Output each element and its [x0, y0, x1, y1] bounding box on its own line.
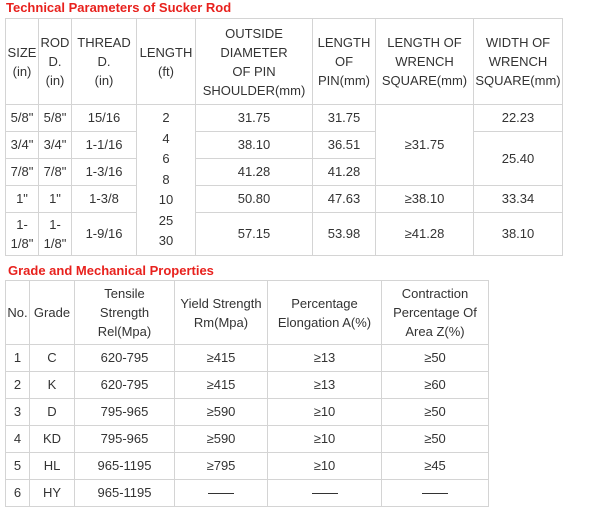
section-title-sucker-rod: Technical Parameters of Sucker Rod [6, 0, 232, 15]
dash-mark [208, 493, 234, 494]
cell-elongation-empty [268, 480, 382, 507]
header-wrench-length: LENGTH OF WRENCH SQUARE(mm) [376, 19, 474, 105]
cell-contraction: ≥45 [382, 453, 489, 480]
cell-rod: 7/8" [39, 159, 72, 186]
cell-rod: 3/4" [39, 132, 72, 159]
dash-mark [312, 493, 338, 494]
cell-wrench-width: 25.40 [474, 132, 563, 186]
cell-outside: 38.10 [196, 132, 313, 159]
cell-grade: KD [30, 426, 75, 453]
header-outside-diameter: OUTSIDE DIAMETER OF PIN SHOULDER(mm) [196, 19, 313, 105]
cell-size: 3/4" [6, 132, 39, 159]
cell-thread: 1-1/16 [72, 132, 137, 159]
table-row [6, 105, 563, 132]
cell-pin: 47.63 [313, 186, 376, 213]
cell-size: 7/8" [6, 159, 39, 186]
cell-contraction-empty [382, 480, 489, 507]
table-row [6, 186, 563, 213]
cell-elongation: ≥13 [268, 372, 382, 399]
cell-lengths: 2 4 6 8 10 25 30 [137, 105, 196, 256]
cell-contraction: ≥50 [382, 345, 489, 372]
table-header-row [6, 281, 489, 345]
cell-rod: 1" [39, 186, 72, 213]
cell-yield-empty [175, 480, 268, 507]
table-row [6, 426, 489, 453]
cell-no: 1 [6, 345, 30, 372]
cell-wrench-length: ≥38.10 [376, 186, 474, 213]
cell-contraction: ≥50 [382, 399, 489, 426]
cell-grade: C [30, 345, 75, 372]
cell-tensile: 620-795 [75, 372, 175, 399]
header-length: LENGTH (ft) [137, 19, 196, 105]
table-row [6, 213, 563, 256]
cell-pin: 36.51 [313, 132, 376, 159]
table-row [6, 132, 563, 159]
cell-no: 3 [6, 399, 30, 426]
cell-no: 5 [6, 453, 30, 480]
cell-no: 4 [6, 426, 30, 453]
cell-wrench-width: 38.10 [474, 213, 563, 256]
cell-tensile: 620-795 [75, 345, 175, 372]
header-elongation: Percentage Elongation A(%) [268, 281, 382, 345]
cell-pin: 53.98 [313, 213, 376, 256]
cell-wrench-width: 22.23 [474, 105, 563, 132]
cell-yield: ≥590 [175, 399, 268, 426]
header-rod-diameter: ROD D. (in) [39, 19, 72, 105]
cell-grade: HY [30, 480, 75, 507]
cell-grade: D [30, 399, 75, 426]
cell-wrench-length: ≥41.28 [376, 213, 474, 256]
cell-outside: 50.80 [196, 186, 313, 213]
section-title-grade: Grade and Mechanical Properties [8, 263, 214, 278]
cell-pin: 31.75 [313, 105, 376, 132]
header-thread-diameter: THREAD D. (in) [72, 19, 137, 105]
cell-rod: 1- 1/8" [39, 213, 72, 256]
cell-tensile: 965-1195 [75, 453, 175, 480]
cell-size: 1- 1/8" [6, 213, 39, 256]
cell-tensile: 795-965 [75, 426, 175, 453]
table-row [6, 453, 489, 480]
header-tensile: Tensile Strength Rel(Mpa) [75, 281, 175, 345]
table-row [6, 399, 489, 426]
cell-thread: 15/16 [72, 105, 137, 132]
cell-contraction: ≥50 [382, 426, 489, 453]
cell-grade: HL [30, 453, 75, 480]
header-yield: Yield Strength Rm(Mpa) [175, 281, 268, 345]
cell-yield: ≥415 [175, 345, 268, 372]
cell-yield: ≥795 [175, 453, 268, 480]
cell-wrench-length: ≥31.75 [376, 105, 474, 186]
cell-outside: 57.15 [196, 213, 313, 256]
cell-tensile: 965-1195 [75, 480, 175, 507]
table-header-row [6, 19, 563, 105]
header-size: SIZE (in) [6, 19, 39, 105]
table-row [6, 372, 489, 399]
cell-yield: ≥415 [175, 372, 268, 399]
cell-elongation: ≥10 [268, 453, 382, 480]
cell-size: 5/8" [6, 105, 39, 132]
cell-size: 1" [6, 186, 39, 213]
cell-thread: 1-3/8 [72, 186, 137, 213]
header-contraction: Contraction Percentage Of Area Z(%) [382, 281, 489, 345]
cell-wrench-width: 33.34 [474, 186, 563, 213]
cell-pin: 41.28 [313, 159, 376, 186]
table-row [6, 480, 489, 507]
cell-thread: 1-3/16 [72, 159, 137, 186]
cell-grade: K [30, 372, 75, 399]
cell-contraction: ≥60 [382, 372, 489, 399]
grade-properties-table [5, 280, 489, 507]
cell-no: 2 [6, 372, 30, 399]
header-no: No. [6, 281, 30, 345]
cell-thread: 1-9/16 [72, 213, 137, 256]
cell-no: 6 [6, 480, 30, 507]
cell-yield: ≥590 [175, 426, 268, 453]
table-row [6, 345, 489, 372]
cell-elongation: ≥13 [268, 345, 382, 372]
dash-mark [422, 493, 448, 494]
cell-outside: 41.28 [196, 159, 313, 186]
cell-elongation: ≥10 [268, 399, 382, 426]
header-wrench-width: WIDTH OF WRENCH SQUARE(mm) [474, 19, 563, 105]
sucker-rod-parameters-table [5, 18, 563, 256]
cell-elongation: ≥10 [268, 426, 382, 453]
cell-outside: 31.75 [196, 105, 313, 132]
cell-rod: 5/8" [39, 105, 72, 132]
header-grade: Grade [30, 281, 75, 345]
cell-tensile: 795-965 [75, 399, 175, 426]
header-pin-length: LENGTH OF PIN(mm) [313, 19, 376, 105]
